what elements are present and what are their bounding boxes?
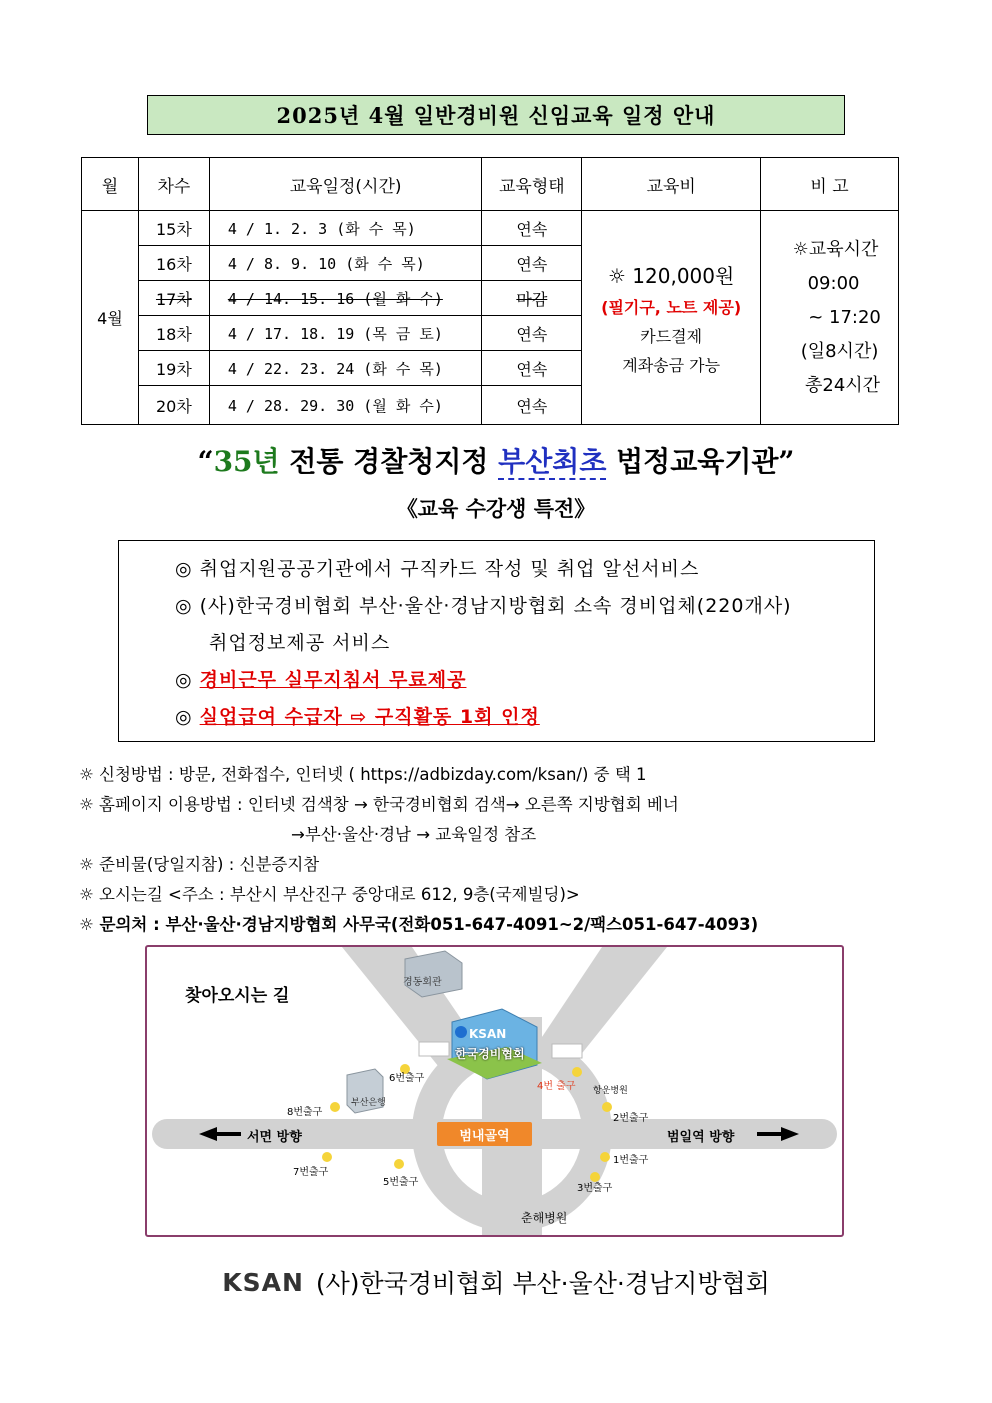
- info-section: [79, 760, 929, 940]
- table-row: [82, 211, 899, 246]
- payment-transfer: 계좌송금 가능: [622, 355, 721, 375]
- ksan-building-label: 한국경비협회: [455, 1047, 525, 1061]
- hospital1-label: 항운병원: [593, 1086, 628, 1096]
- type-cell: 연속: [482, 351, 582, 386]
- header-month: 월: [82, 158, 139, 211]
- benefit-item-continued: 취업정보제공 서비스: [209, 632, 391, 654]
- benefit-highlight: 실업급여 수급자 ⇨ 구직활동 1회 인정: [199, 706, 540, 728]
- remark-cell: [761, 211, 899, 425]
- date-cell: 4 / 28. 29. 30 (월 화 수): [209, 386, 482, 425]
- benefit-mark: ◎: [175, 706, 200, 728]
- date-cell: 4 / 14. 15. 16 (월 화 수): [209, 281, 482, 316]
- info-contact: ☼ 문의처 : 부산·울산·경남지방협회 사무국(전화051-647-4091~2/팩스051-647-4093): [79, 915, 759, 934]
- info-homepage-continued: →부산·울산·경남 → 교육일정 참조: [291, 825, 537, 844]
- arrow-left-shaft: [215, 1132, 241, 1136]
- exit1-label: 1번출구: [613, 1155, 649, 1166]
- footer: [0, 1264, 992, 1300]
- exit3-label: 3번출구: [577, 1183, 613, 1194]
- arrow-right-shaft: [757, 1132, 783, 1136]
- round-cell: 19차: [138, 351, 209, 386]
- map-heading: 찾아오시는 길: [185, 986, 290, 1006]
- slogan-part1: 전통 경찰청지정: [279, 445, 499, 478]
- slogan-highlight: 부산최초: [498, 445, 607, 478]
- building-top-label: 경동회관: [403, 977, 442, 988]
- slogan-open: “: [197, 445, 214, 478]
- date-cell: 4 / 8. 9. 10 (화 수 목): [209, 246, 482, 281]
- header-schedule: 교육일정(시간): [209, 158, 482, 211]
- info-directions: ☼ 오시는길 <주소 : 부산시 부산진구 중앙대로 612, 9층(국제빌딩)>: [79, 885, 580, 904]
- month-cell: 4월: [82, 211, 139, 425]
- crosswalk: [552, 1044, 582, 1058]
- header-type: 교육형태: [482, 158, 582, 211]
- remark-line: ☼교육시간: [792, 238, 879, 260]
- right-direction-label: 범일역 방향: [667, 1130, 735, 1145]
- round-cell: 16차: [138, 246, 209, 281]
- remark-line: 09:00: [807, 272, 860, 294]
- date-cell: 4 / 22. 23. 24 (화 수 목): [209, 351, 482, 386]
- type-cell: 연속: [482, 211, 582, 246]
- exit5-label: 5번출구: [383, 1177, 419, 1188]
- fee-cell: [582, 211, 761, 425]
- exit-dot: [322, 1152, 332, 1162]
- payment-card: 카드결제: [640, 326, 703, 346]
- exit-dot: [572, 1067, 582, 1077]
- date-cell: 4 / 17. 18. 19 (목 금 토): [209, 316, 482, 351]
- exit-dot: [394, 1159, 404, 1169]
- schedule-table: [81, 157, 899, 425]
- remark-line: (일8시간): [800, 340, 879, 362]
- hospital2-label: 춘해병원: [521, 1211, 568, 1225]
- exit2-label: 2번출구: [613, 1113, 649, 1124]
- location-pin-icon: [455, 1026, 467, 1038]
- fee-note: (필기구, 노트 제공): [601, 297, 742, 317]
- info-prepare: ☼ 준비물(당일지참) : 신분증지참: [79, 855, 320, 874]
- header-fee: 교육비: [582, 158, 761, 211]
- footer-org-name: (사)한국경비협회 부산·울산·경남지방협회: [315, 1269, 770, 1298]
- benefit-box: [118, 540, 875, 742]
- fee-amount: ☼ 120,000원: [608, 263, 735, 288]
- round-cell: 15차: [138, 211, 209, 246]
- round-cell: 18차: [138, 316, 209, 351]
- header-round: 차수: [138, 158, 209, 211]
- exit4-label: 4번 출구: [537, 1081, 576, 1092]
- benefit-item: ◎ 취업지원공공기관에서 구직카드 작성 및 취업 알선서비스: [175, 558, 700, 580]
- slogan: [0, 440, 992, 480]
- exit8-label: 8번출구: [287, 1107, 323, 1118]
- bank-label: 부산은행: [351, 1098, 386, 1108]
- exit-dot: [602, 1102, 612, 1112]
- ksan-map-label: KSAN: [469, 1027, 507, 1041]
- benefit-title: 《교육 수강생 특전》: [396, 497, 596, 521]
- exit-dot: [330, 1102, 340, 1112]
- left-direction-label: 서면 방향: [247, 1130, 302, 1145]
- slogan-years: 35년: [213, 445, 280, 478]
- location-map: [145, 945, 844, 1237]
- info-homepage: ☼ 홈페이지 이용방법 : 인터넷 검색창 → 한국경비협회 검색→ 오른쪽 지방협회 베너: [79, 795, 679, 814]
- exit-dot: [600, 1152, 610, 1162]
- exit7-label: 7번출구: [293, 1167, 329, 1178]
- page-title: 2025년 4월 일반경비원 신임교육 일정 안내: [147, 95, 845, 135]
- table-header-row: [82, 158, 899, 211]
- type-cell: 마감: [482, 281, 582, 316]
- station-label: 범내골역: [459, 1129, 510, 1144]
- benefit-highlight: 경비근무 실무지침서 무료제공: [199, 669, 467, 691]
- slogan-part2: 법정교육기관”: [606, 445, 795, 478]
- header-remark: 비 고: [761, 158, 899, 211]
- type-cell: 연속: [482, 316, 582, 351]
- type-cell: 연속: [482, 246, 582, 281]
- benefit-mark: ◎: [175, 669, 200, 691]
- round-cell: 20차: [138, 386, 209, 425]
- info-apply: ☼ 신청방법 : 방문, 전화접수, 인터넷 ( https://adbizday.com/ksan/) 중 택 1: [79, 765, 647, 784]
- crosswalk: [419, 1042, 449, 1056]
- type-cell: 연속: [482, 386, 582, 425]
- date-cell: 4 / 1. 2. 3 (화 수 목): [209, 211, 482, 246]
- exit6-label: 6번출구: [389, 1073, 425, 1084]
- benefit-item: [175, 662, 874, 699]
- round-cell: 17차: [138, 281, 209, 316]
- benefit-item: ◎ (사)한국경비협회 부산·울산·경남지방협회 소속 경비업체(220개사): [175, 595, 792, 617]
- benefit-item: [175, 699, 874, 736]
- ksan-logo: KSAN: [222, 1267, 304, 1297]
- remark-line: ~ 17:20: [808, 306, 881, 328]
- remark-line: 총24시간: [804, 374, 881, 396]
